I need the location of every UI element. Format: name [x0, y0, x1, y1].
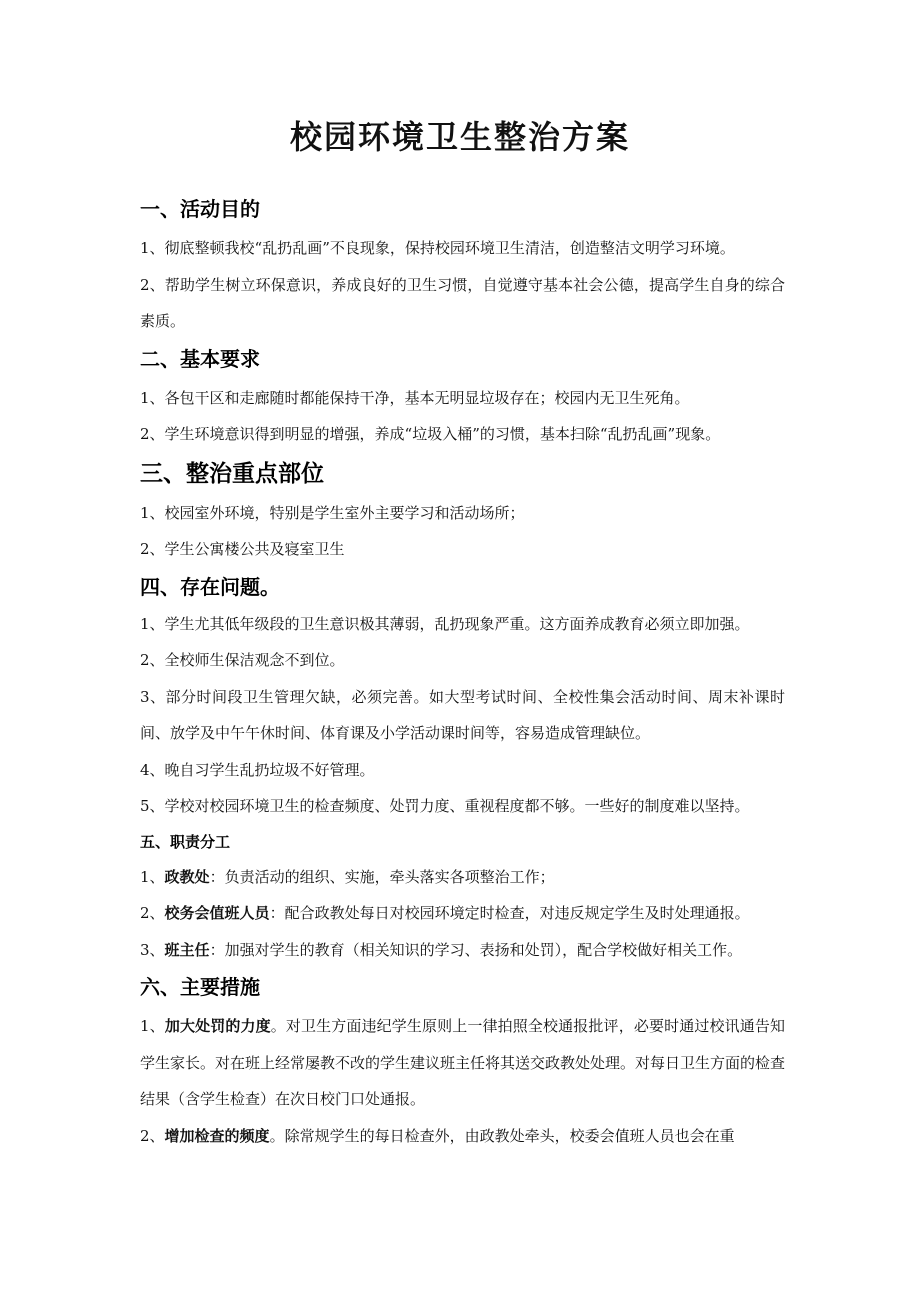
item-number: 3、 — [140, 940, 165, 959]
section-heading-measures: 六、主要措施 — [140, 975, 260, 999]
item-text: 。除常规学生的每日检查外，由政教处牵头，校委会值班人员也会在重 — [269, 1126, 735, 1145]
document-body — [140, 190, 785, 1154]
item-number: 1、 — [140, 867, 165, 886]
paragraph: 2、帮助学生树立环保意识，养成良好的卫生习惯，自觉遵守基本社会公德，提高学生自身的综合素质。 — [140, 275, 785, 330]
section-heading-responsibilities: 五、职责分工 — [140, 832, 231, 851]
paragraph: 5、学校对校园环境卫生的检查频度、处罚力度、重视程度都不够。一些好的制度难以坚持。 — [140, 797, 750, 815]
item-label: 班主任 — [164, 940, 210, 959]
item-text: ：配合政教处每日对校园环境定时检查，对违反规定学生及时处理通报。 — [269, 904, 750, 922]
paragraph: 4、晚自习学生乱扔垃圾不好管理。 — [140, 760, 375, 779]
list-item — [140, 932, 785, 969]
paragraph: 2、学生环境意识得到明显的增强，养成“垃圾入桶”的习惯，基本扫除“乱扔乱画”现象。 — [140, 425, 721, 443]
paragraph: 1、校园室外环境，特别是学生室外主要学习和活动场所； — [140, 503, 525, 522]
paragraph: 2、学生公寓楼公共及寝室卫生 — [140, 540, 345, 558]
list-item — [140, 859, 785, 896]
list-item — [140, 1008, 785, 1118]
page-title: 校园环境卫生整治方案 — [289, 118, 630, 156]
item-label: 加大处罚的力度 — [164, 1017, 271, 1035]
item-label: 政教处 — [164, 867, 210, 886]
section-heading-purpose: 一、活动目的 — [140, 197, 260, 221]
item-number: 2、 — [140, 904, 165, 922]
paragraph: 1、彻底整顿我校“乱扔乱画”不良现象，保持校园环境卫生清洁，创造整洁文明学习环境。 — [140, 239, 735, 257]
paragraph: 2、全校师生保洁观念不到位。 — [140, 651, 345, 669]
list-item — [140, 895, 785, 932]
item-text: 。对卫生方面违纪学生原则上一律拍照全校通报批评，必要时通过校讯通告知学生家长。对在班上经常屡教不改的学生建议班主任将其送交政教处处理。对每日卫生方面的检查结果（含学生检查）在次日校门口处通报。 — [140, 1017, 786, 1108]
item-text: ：加强对学生的教育（相关知识的学习、表扬和处罚），配合学校做好相关工作。 — [209, 940, 743, 959]
item-label: 校务会值班人员 — [164, 904, 270, 922]
section-heading-problems: 四、存在问题。 — [140, 574, 280, 599]
item-number: 2、 — [140, 1126, 165, 1145]
section-heading-requirements: 二、基本要求 — [140, 346, 260, 371]
paragraph: 3、部分时间段卫生管理欠缺，必须完善。如大型考试时间、全校性集会活动时间、周末补课时间、放学及中午午休时间、体育课及小学活动课时间等，容易造成管理缺位。 — [140, 687, 785, 742]
item-label: 增加检查的频度 — [164, 1126, 270, 1145]
item-text: ：负责活动的组织、实施，牵头落实各项整治工作； — [209, 867, 555, 886]
paragraph: 1、学生尤其低年级段的卫生意识极其薄弱，乱扔现象严重。这方面养成教育必须立即加强。 — [140, 614, 750, 633]
paragraph: 1、各包干区和走廊随时都能保持干净，基本无明显垃圾存在；校园内无卫生死角。 — [140, 388, 690, 407]
item-number: 1、 — [140, 1017, 165, 1035]
list-item — [140, 1118, 785, 1155]
section-heading-key-areas: 三、整治重点部位 — [140, 460, 324, 487]
